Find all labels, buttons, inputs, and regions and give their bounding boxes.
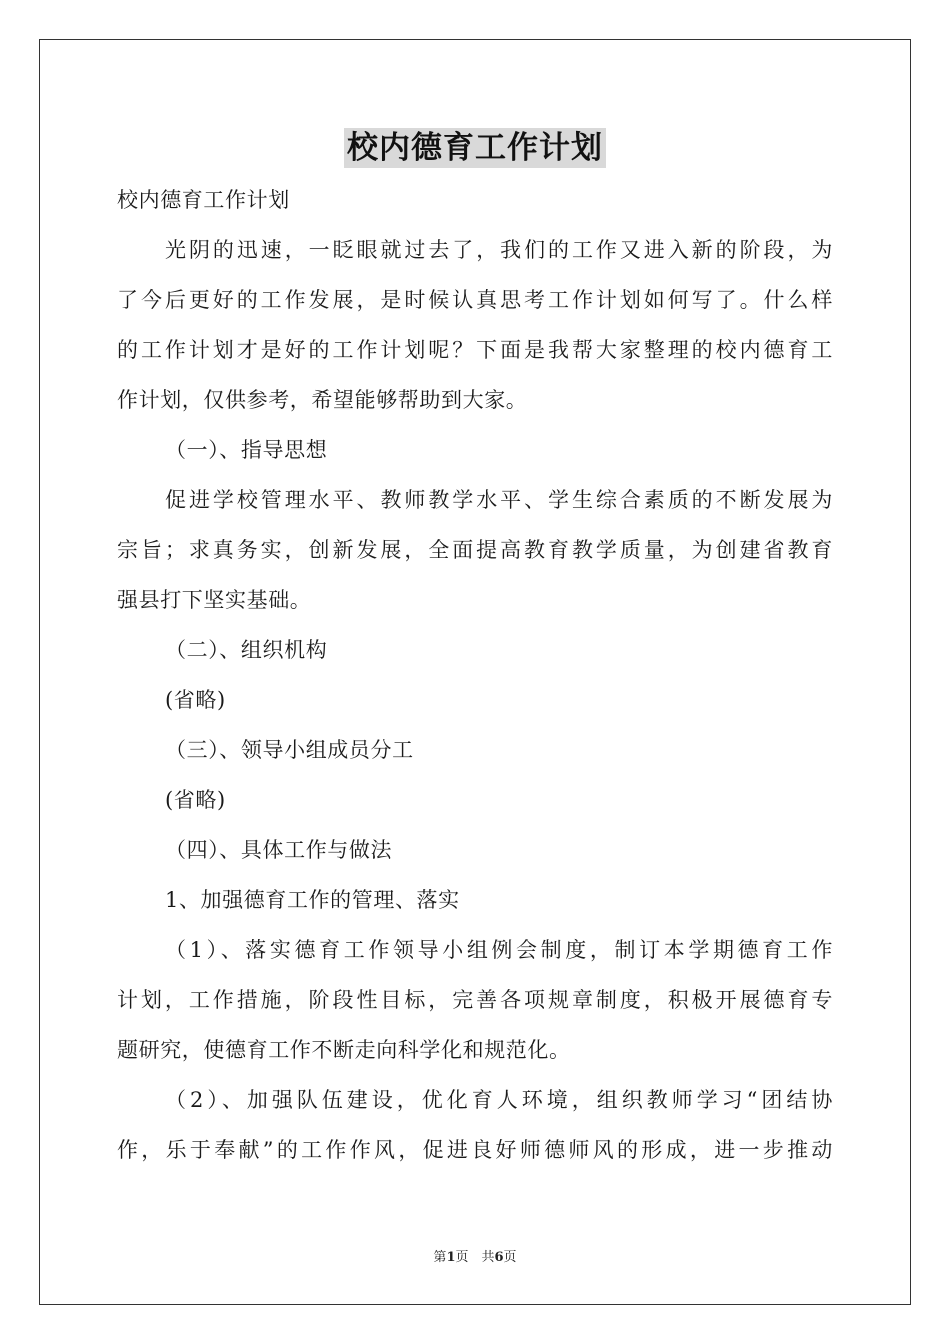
body-text-line: 的工作计划才是好的工作计划呢？下面是我帮大家整理的校内德育工 <box>117 338 833 362</box>
body-text-line: 计划，工作措施，阶段性目标，完善各项规章制度，积极开展德育专 <box>117 988 833 1012</box>
body-text-line: （二）、组织机构 <box>165 638 328 662</box>
body-text-line: （四）、具体工作与做法 <box>165 838 393 862</box>
body-text-line: （2）、加强队伍建设，优化育人环境，组织教师学习“团结协 <box>165 1088 833 1112</box>
body-text-line: (省略) <box>165 788 226 812</box>
footer-middle: 页 共 <box>455 1250 495 1265</box>
footer-current-page: 1 <box>446 1250 456 1265</box>
footer-total-pages: 6 <box>494 1250 504 1265</box>
body-text-line: （一）、指导思想 <box>165 438 328 462</box>
body-text-line: 宗旨；求真务实，创新发展，全面提高教育教学质量，为创建省教育 <box>117 538 833 562</box>
page-footer <box>0 1246 950 1265</box>
body-text-line: 强县打下坚实基础。 <box>117 588 312 612</box>
body-text-line: 题研究，使德育工作不断走向科学化和规范化。 <box>117 1038 571 1062</box>
title-wrap <box>0 128 950 168</box>
body-text-line: （三）、领导小组成员分工 <box>165 738 414 762</box>
body-text-line: (省略) <box>165 688 226 712</box>
document-title: 校内德育工作计划 <box>344 128 606 168</box>
body-text-line: 了今后更好的工作发展，是时候认真思考工作计划如何写了。什么样 <box>117 288 833 312</box>
body-text-line: 光阴的迅速，一眨眼就过去了，我们的工作又进入新的阶段，为 <box>165 238 833 262</box>
body-text-line: 作，乐于奉献”的工作作风，促进良好师德师风的形成，进一步推动 <box>117 1138 833 1162</box>
body-text-line: 作计划，仅供参考，希望能够帮助到大家。 <box>117 388 528 412</box>
body-text-line: （1）、落实德育工作领导小组例会制度，制订本学期德育工作 <box>165 938 833 962</box>
document-body <box>117 179 833 1179</box>
body-text-line: 促进学校管理水平、教师教学水平、学生综合素质的不断发展为 <box>165 488 833 512</box>
footer-suffix: 页 <box>503 1250 517 1265</box>
footer-prefix: 第 <box>433 1250 447 1265</box>
body-text-line: 1、加强德育工作的管理、落实 <box>165 888 460 912</box>
document-subtitle: 校内德育工作计划 <box>117 188 290 212</box>
